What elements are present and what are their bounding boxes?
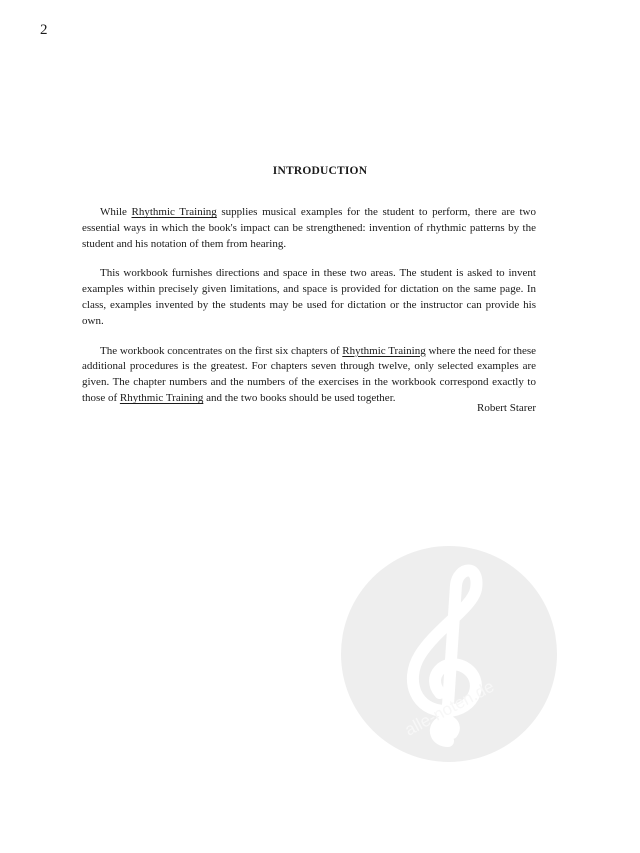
introduction-body (82, 205, 536, 421)
paragraph-3 (82, 344, 536, 407)
paragraph-2 (82, 266, 536, 329)
paragraph-text: While (100, 206, 132, 218)
watermark-logo (340, 545, 558, 763)
book-title-reference: Rhythmic Training (131, 206, 217, 218)
paragraph-text: supplies musical examples for the student to perform, there are two essential ways in which the book's impact can be strengthened: invention of rhythmic patterns by the student and his notation of them from hearing. (82, 206, 536, 250)
paragraph-text: and the two books should be used together. (203, 391, 396, 404)
paragraph-1 (82, 205, 536, 252)
paragraph-text: The workbook concentrates on the first six chapters of (100, 344, 343, 357)
author-signature: Robert Starer (477, 402, 536, 414)
book-title-reference: Rhythmic Training (342, 344, 426, 357)
page-number: 2 (40, 22, 48, 38)
watermark-text: alle-noten.de (401, 676, 498, 740)
book-title-reference: Rhythmic Training (119, 391, 204, 404)
page-title: INTRODUCTION (272, 165, 368, 177)
paragraph-text: This workbook furnishes directions and space in these two areas. The student is asked to invent examples within precisely given limitations, and space is provided for dictation on the same page. In class, examples invented by the students may be used for dictation or the instructor can provide his own. (82, 267, 536, 327)
paragraph-text: where the need for these additional procedures is the greatest. For chapters seven through twelve, only selected examples are given. The chapter numbers and the numbers of the exercises in the workbook correspond exactly to those of (82, 344, 536, 404)
